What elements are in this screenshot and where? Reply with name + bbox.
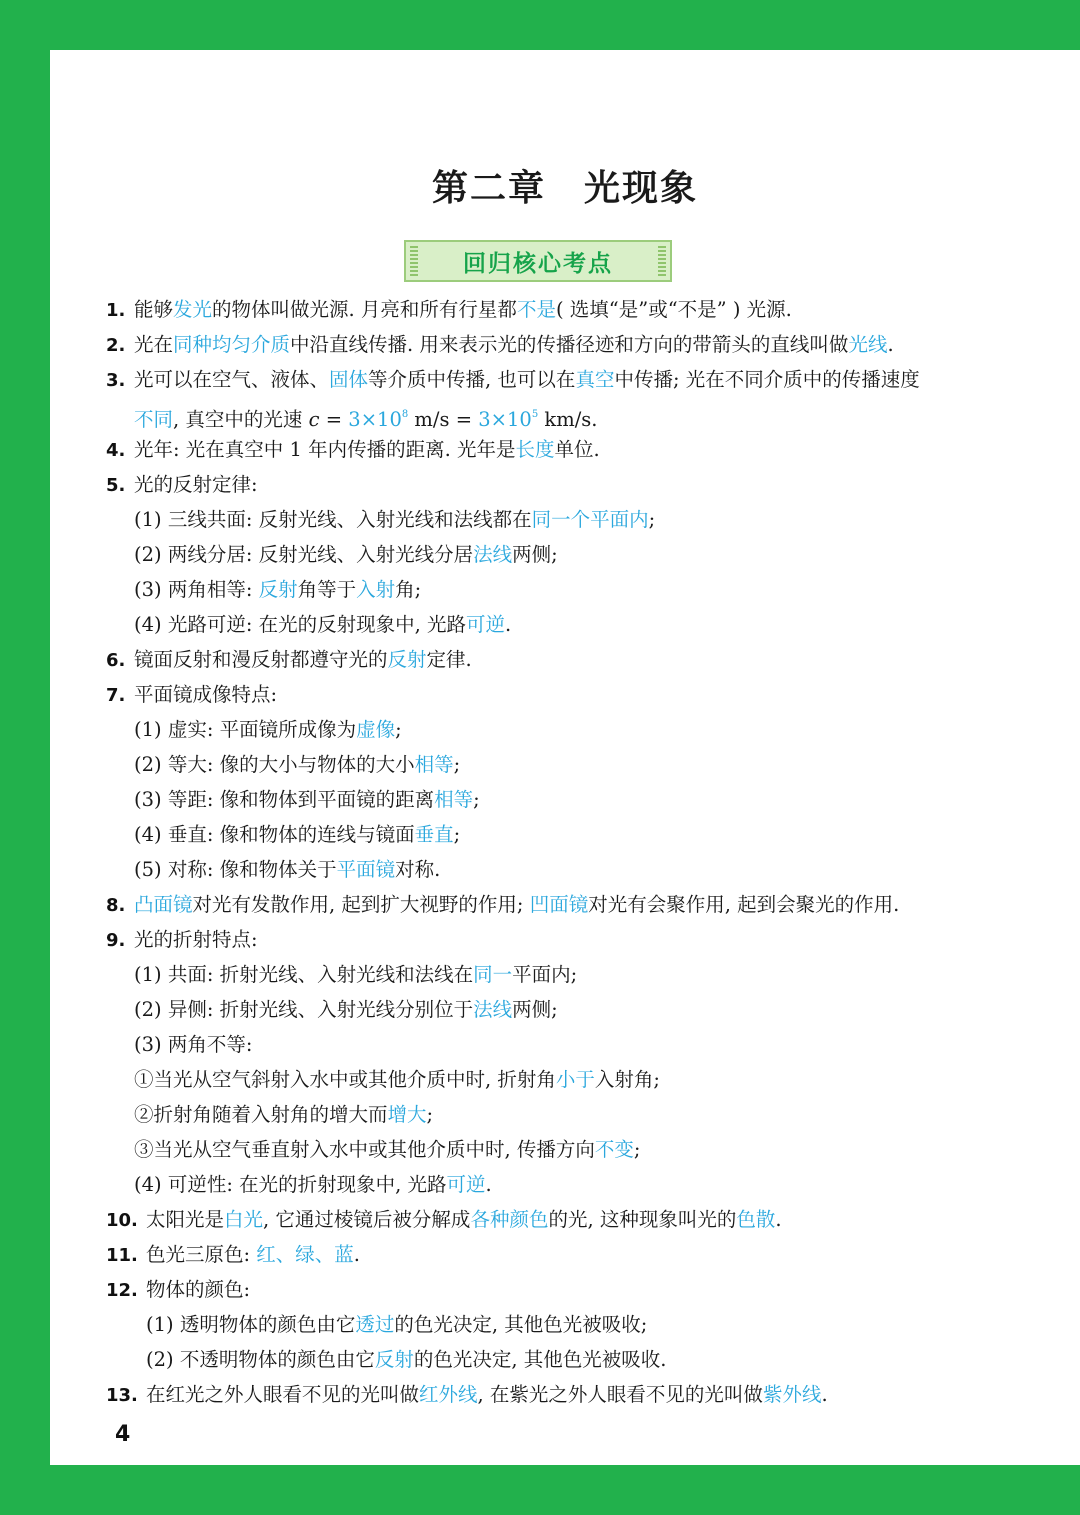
sub-item bbox=[134, 993, 558, 1027]
text: ; bbox=[648, 508, 656, 531]
text: 在红光之外人眼看不见的光叫做 bbox=[146, 1383, 420, 1406]
list-item-10 bbox=[106, 1203, 782, 1237]
text: 中传播; 光在不同介质中的传播速度 bbox=[614, 368, 920, 391]
page-number: 4 bbox=[115, 1422, 131, 1447]
answer: 各种颜色 bbox=[470, 1208, 549, 1231]
text: ( 选填“是”或“不是” ) 光源. bbox=[555, 298, 792, 321]
text: ③当光从空气垂直射入水中或其他介质中时, 传播方向 bbox=[134, 1138, 595, 1161]
text: (4) 光路可逆: 在光的反射现象中, 光路 bbox=[134, 613, 466, 636]
item-number: 2. bbox=[106, 335, 126, 356]
text: . bbox=[887, 333, 894, 356]
list-item-5 bbox=[106, 468, 258, 502]
text: (3) 等距: 像和物体到平面镜的距离 bbox=[134, 788, 435, 811]
text: 光的折射特点: bbox=[134, 928, 258, 951]
sub-item bbox=[134, 573, 421, 607]
answer: 同一个平面内 bbox=[531, 508, 649, 531]
answer: 光线 bbox=[848, 333, 888, 356]
answer: 红、绿、蓝 bbox=[256, 1243, 354, 1266]
list-item-12 bbox=[106, 1273, 250, 1307]
answer: 红外线 bbox=[419, 1383, 478, 1406]
item-number: 9. bbox=[106, 930, 126, 951]
item-number: 5. bbox=[106, 475, 126, 496]
text: ; bbox=[473, 788, 480, 811]
sub-item bbox=[134, 713, 402, 747]
text: 太阳光是 bbox=[146, 1208, 225, 1231]
sub-item bbox=[134, 958, 577, 992]
text: (2) 等大: 像的大小与物体的大小 bbox=[134, 753, 415, 776]
answer: 固体 bbox=[329, 368, 369, 391]
sub-item bbox=[146, 1308, 647, 1342]
text: 光可以在空气、液体、 bbox=[134, 368, 330, 391]
answer: 虚像 bbox=[356, 718, 396, 741]
text: 单位. bbox=[554, 438, 600, 461]
answer: 长度 bbox=[515, 438, 555, 461]
exponent: 8 bbox=[401, 409, 409, 420]
text: (1) 共面: 折射光线、入射光线和法线在 bbox=[134, 963, 474, 986]
answer: 法线 bbox=[473, 543, 513, 566]
text: 角等于 bbox=[297, 578, 357, 601]
text: . bbox=[485, 1173, 492, 1196]
sub-sub-item bbox=[134, 1063, 660, 1097]
chapter-title: 第二章 光现象 bbox=[431, 168, 698, 209]
text: 的色光决定, 其他色光被吸收. bbox=[413, 1348, 667, 1371]
sub-item bbox=[134, 1028, 252, 1062]
text: . bbox=[353, 1243, 360, 1266]
text: 对称. bbox=[395, 858, 441, 881]
text: 能够 bbox=[134, 298, 174, 321]
answer: 垂直 bbox=[414, 823, 454, 846]
text: 入射角; bbox=[594, 1068, 660, 1091]
item-number: 11. bbox=[106, 1245, 138, 1266]
item-number: 7. bbox=[106, 685, 126, 706]
item-number: 1. bbox=[106, 300, 126, 321]
text: (2) 异侧: 折射光线、入射光线分别位于 bbox=[134, 998, 474, 1021]
text: 等介质中传播, 也可以在 bbox=[368, 368, 576, 391]
text: 平面内; bbox=[512, 963, 578, 986]
text: . bbox=[775, 1208, 782, 1231]
answer: 3×10 bbox=[348, 408, 402, 431]
answer: 色散 bbox=[736, 1208, 776, 1231]
answer: 凸面镜 bbox=[134, 893, 193, 916]
text: 对光有会聚作用, 起到会聚光的作用. bbox=[588, 893, 900, 916]
sub-sub-item bbox=[134, 1098, 433, 1132]
list-item-6 bbox=[106, 643, 472, 677]
answer: 发光 bbox=[173, 298, 213, 321]
list-item-3-continued bbox=[134, 398, 597, 432]
text: (1) 虚实: 平面镜所成像为 bbox=[134, 718, 357, 741]
page-sheet bbox=[50, 50, 1080, 1465]
sub-sub-item bbox=[134, 1133, 641, 1167]
text: (3) 两角相等: bbox=[134, 578, 259, 601]
list-item-4 bbox=[106, 433, 600, 467]
list-item-2 bbox=[106, 328, 894, 362]
text: , 真空中的光速 bbox=[173, 408, 309, 431]
text: 光的反射定律: bbox=[134, 473, 258, 496]
text: ; bbox=[453, 753, 461, 776]
text: . bbox=[505, 613, 512, 636]
list-item-1 bbox=[106, 293, 792, 327]
text: 镜面反射和漫反射都遵守光的 bbox=[134, 648, 388, 671]
text: 两侧; bbox=[512, 998, 558, 1021]
sub-item bbox=[134, 783, 480, 817]
text: (3) 两角不等: bbox=[134, 1033, 253, 1056]
sub-item bbox=[134, 748, 460, 782]
text: km/s. bbox=[538, 408, 598, 431]
list-item-8 bbox=[106, 888, 899, 922]
text: ; bbox=[633, 1138, 641, 1161]
text: . bbox=[821, 1383, 828, 1406]
answer: 相等 bbox=[414, 753, 454, 776]
answer: 反射 bbox=[258, 578, 298, 601]
text: 的光, 这种现象叫光的 bbox=[548, 1208, 737, 1231]
text: (1) 三线共面: 反射光线、入射光线和法线都在 bbox=[134, 508, 532, 531]
answer: 可逆 bbox=[446, 1173, 486, 1196]
answer: 反射 bbox=[387, 648, 427, 671]
text: 物体的颜色: bbox=[146, 1278, 251, 1301]
sub-item bbox=[134, 538, 558, 572]
answer: 3×10 bbox=[478, 408, 532, 431]
text: 定律. bbox=[426, 648, 472, 671]
list-item-11 bbox=[106, 1238, 360, 1272]
list-item-7 bbox=[106, 678, 277, 712]
text: ②折射角随着入射角的增大而 bbox=[134, 1103, 388, 1126]
answer: 小于 bbox=[555, 1068, 595, 1091]
answer: 紫外线 bbox=[762, 1383, 822, 1406]
text: (4) 可逆性: 在光的折射现象中, 光路 bbox=[134, 1173, 447, 1196]
answer: 增大 bbox=[387, 1103, 427, 1126]
text: 角; bbox=[395, 578, 422, 601]
text: 色光三原色: bbox=[146, 1243, 257, 1266]
text: m/s = bbox=[408, 408, 479, 431]
list-item-13 bbox=[106, 1378, 828, 1412]
item-number: 10. bbox=[106, 1210, 138, 1231]
item-number: 4. bbox=[106, 440, 126, 461]
sub-item bbox=[134, 1168, 492, 1202]
answer: 不同 bbox=[134, 408, 174, 431]
text: 两侧; bbox=[512, 543, 558, 566]
text: 平面镜成像特点: bbox=[134, 683, 278, 706]
section-banner: 回归核心考点 bbox=[404, 240, 672, 282]
answer: 不是 bbox=[516, 298, 556, 321]
sub-item bbox=[134, 503, 655, 537]
list-item-3 bbox=[106, 363, 920, 397]
text: 的物体叫做光源. 月亮和所有行星都 bbox=[212, 298, 517, 321]
sub-item bbox=[146, 1343, 666, 1377]
answer: 反射 bbox=[374, 1348, 414, 1371]
exponent: 5 bbox=[531, 409, 539, 420]
text: 的色光决定, 其他色光被吸收; bbox=[394, 1313, 648, 1336]
light-speed-symbol: c bbox=[308, 408, 320, 431]
answer: 入射 bbox=[356, 578, 396, 601]
sub-item bbox=[134, 853, 440, 887]
text: (2) 两线分居: 反射光线、入射光线分居 bbox=[134, 543, 474, 566]
item-number: 6. bbox=[106, 650, 126, 671]
text: , 在紫光之外人眼看不见的光叫做 bbox=[477, 1383, 763, 1406]
answer: 凹面镜 bbox=[529, 893, 589, 916]
answer: 相等 bbox=[434, 788, 474, 811]
item-number: 12. bbox=[106, 1280, 138, 1301]
sub-item bbox=[134, 818, 460, 852]
list-item-9 bbox=[106, 923, 258, 957]
sub-item bbox=[134, 608, 511, 642]
text: (1) 透明物体的颜色由它 bbox=[146, 1313, 356, 1336]
answer: 同一 bbox=[473, 963, 513, 986]
answer: 法线 bbox=[473, 998, 513, 1021]
item-number: 8. bbox=[106, 895, 126, 916]
text: 光年: 光在真空中 1 年内传播的距离. 光年是 bbox=[134, 438, 516, 461]
text: 对光有发散作用, 起到扩大视野的作用; bbox=[192, 893, 530, 916]
text: 光在 bbox=[134, 333, 174, 356]
answer: 真空 bbox=[575, 368, 615, 391]
answer: 白光 bbox=[224, 1208, 264, 1231]
item-number: 3. bbox=[106, 370, 126, 391]
answer: 平面镜 bbox=[336, 858, 396, 881]
answer: 透过 bbox=[355, 1313, 395, 1336]
text: ①当光从空气斜射入水中或其他介质中时, 折射角 bbox=[134, 1068, 556, 1091]
answer: 可逆 bbox=[466, 613, 506, 636]
answer: 不变 bbox=[594, 1138, 634, 1161]
answer: 同种均匀介质 bbox=[173, 333, 291, 356]
text: , 它通过棱镜后被分解成 bbox=[263, 1208, 471, 1231]
text: ; bbox=[426, 1103, 434, 1126]
text: (5) 对称: 像和物体关于 bbox=[134, 858, 337, 881]
text: (4) 垂直: 像和物体的连线与镜面 bbox=[134, 823, 415, 846]
text: ; bbox=[453, 823, 461, 846]
text: = bbox=[319, 408, 349, 431]
text: 中沿直线传播. 用来表示光的传播径迹和方向的带箭头的直线叫做 bbox=[290, 333, 849, 356]
text: ; bbox=[395, 718, 402, 741]
text: (2) 不透明物体的颜色由它 bbox=[146, 1348, 375, 1371]
item-number: 13. bbox=[106, 1385, 138, 1406]
